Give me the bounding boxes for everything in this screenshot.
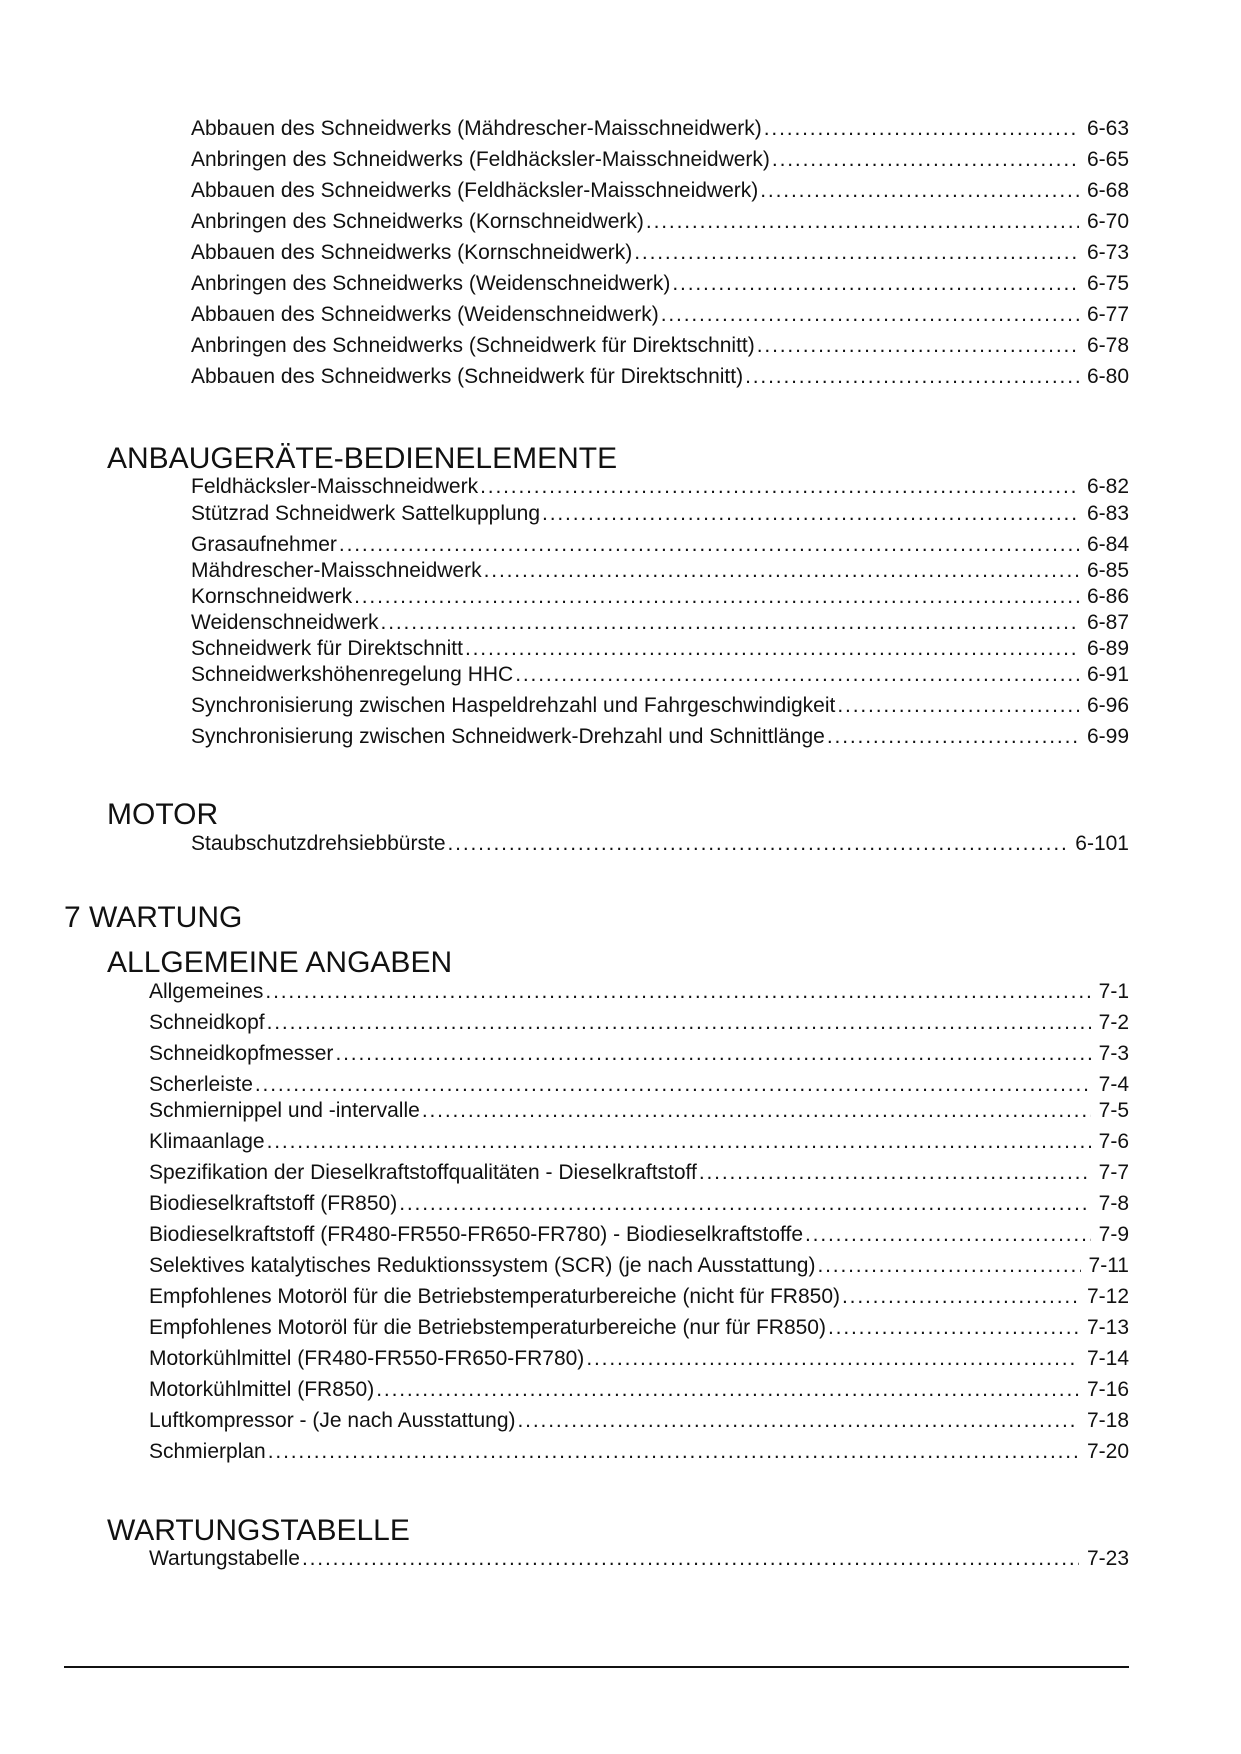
toc-entry-label: Selektives katalytisches Reduktionssystem (SCR) (je nach Ausstattung) <box>149 1254 816 1277</box>
toc-entry[interactable] <box>149 1253 1129 1279</box>
chapter-heading: 7 WARTUNG <box>64 901 243 934</box>
toc-entry-page: 7-18 <box>1086 1409 1129 1432</box>
toc-leader <box>267 1010 1091 1036</box>
toc-entry-page: 7-2 <box>1098 1011 1129 1034</box>
toc-entry-page: 7-7 <box>1098 1161 1129 1184</box>
toc-entry-label: Schneidkopfmesser <box>149 1042 334 1065</box>
toc-entry-page: 6-91 <box>1086 663 1129 686</box>
toc-entry-page: 7-16 <box>1086 1378 1129 1401</box>
toc-entry[interactable] <box>191 178 1129 204</box>
toc-leader <box>586 1346 1079 1372</box>
toc-entry[interactable] <box>149 979 1129 1005</box>
toc-entry-page: 6-77 <box>1086 303 1129 326</box>
section-heading-anbaugeraete: ANBAUGERÄTE-BEDIENELEMENTE <box>107 442 618 475</box>
toc-leader <box>255 1072 1091 1098</box>
toc-entry-page: 7-14 <box>1086 1347 1129 1370</box>
toc-entry[interactable] <box>149 1346 1129 1372</box>
toc-entry-label: Anbringen des Schneidwerks (Schneidwerk für Direktschnitt) <box>191 334 755 357</box>
toc-entry-label: Schmierplan <box>149 1440 266 1463</box>
toc-entry-page: 6-63 <box>1086 117 1129 140</box>
toc-entry[interactable] <box>191 724 1129 750</box>
toc-entry[interactable] <box>191 333 1129 359</box>
toc-entry-label: Kornschneidwerk <box>191 585 353 608</box>
toc-entry-label: Feldhäcksler-Maisschneidwerk <box>191 475 479 498</box>
toc-entry[interactable] <box>191 501 1129 527</box>
toc-entry[interactable] <box>149 1041 1129 1067</box>
toc-entry-page: 7-20 <box>1086 1440 1129 1463</box>
toc-leader <box>760 178 1079 204</box>
toc-entry-label: Abbauen des Schneidwerks (Schneidwerk für Direktschnitt) <box>191 365 744 388</box>
toc-entry-page: 6-89 <box>1086 637 1129 660</box>
toc-entry[interactable] <box>191 116 1129 142</box>
toc-leader <box>764 116 1079 142</box>
toc-entry-label: Abbauen des Schneidwerks (Kornschneidwerk) <box>191 241 633 264</box>
toc-entry[interactable] <box>191 831 1129 857</box>
toc-entry-label: Empfohlenes Motoröl für die Betriebstemperaturbereiche (nicht für FR850) <box>149 1285 840 1308</box>
toc-entry[interactable] <box>191 364 1129 390</box>
toc-leader <box>745 364 1079 390</box>
toc-entry-page: 7-1 <box>1098 980 1129 1003</box>
toc-leader <box>634 240 1079 266</box>
toc-entry-label: Motorkühlmittel (FR850) <box>149 1378 375 1401</box>
toc-entry[interactable] <box>191 271 1129 297</box>
toc-leader <box>484 558 1079 584</box>
toc-entry[interactable] <box>149 1408 1129 1434</box>
toc-entry-page: 7-12 <box>1086 1285 1129 1308</box>
toc-entry-label: Staubschutzdrehsiebbürste <box>191 832 446 855</box>
toc-entry-page: 7-5 <box>1098 1099 1129 1122</box>
toc-leader <box>542 501 1079 527</box>
toc-entry[interactable] <box>191 610 1129 636</box>
toc-leader <box>267 1129 1091 1155</box>
footer-rule <box>64 1666 1129 1668</box>
toc-entry-label: Abbauen des Schneidwerks (Feldhäcksler-Maisschneidwerk) <box>191 179 759 202</box>
toc-entry-label: Scherleiste <box>149 1073 253 1096</box>
toc-entry-label: Empfohlenes Motoröl für die Betriebstemperaturbereiche (nur für FR850) <box>149 1316 826 1339</box>
toc-entry-page: 6-80 <box>1086 365 1129 388</box>
toc-entry-page: 7-3 <box>1098 1042 1129 1065</box>
toc-leader <box>376 1377 1079 1403</box>
toc-entry-label: Luftkompressor - (Je nach Ausstattung) <box>149 1409 516 1432</box>
toc-entry-label: Klimaanlage <box>149 1130 265 1153</box>
toc-entry[interactable] <box>149 1160 1129 1186</box>
toc-leader <box>381 610 1079 636</box>
toc-entry-page: 6-82 <box>1086 475 1129 498</box>
toc-entry-page: 6-96 <box>1086 694 1129 717</box>
toc-entry-page: 6-83 <box>1086 502 1129 525</box>
toc-entry[interactable] <box>149 1222 1129 1248</box>
toc-entry-label: Spezifikation der Dieselkraftstoffqualitäten - Dieselkraftstoff <box>149 1161 697 1184</box>
toc-entry-label: Stützrad Schneidwerk Sattelkupplung <box>191 502 541 525</box>
toc-leader <box>448 831 1068 857</box>
toc-entry-page: 6-73 <box>1086 241 1129 264</box>
toc-entry[interactable] <box>149 1377 1129 1403</box>
toc-entry-page: 6-101 <box>1075 832 1129 855</box>
toc-entry[interactable] <box>191 662 1129 688</box>
toc-entry-label: Abbauen des Schneidwerks (Weidenschneidwerk) <box>191 303 659 326</box>
toc-entry[interactable] <box>191 558 1129 584</box>
toc-entry-page: 7-23 <box>1086 1547 1129 1570</box>
toc-entry-page: 7-6 <box>1098 1130 1129 1153</box>
toc-leader <box>302 1546 1079 1572</box>
toc-entry-label: Schneidkopf <box>149 1011 265 1034</box>
toc-leader <box>772 147 1079 173</box>
toc-leader <box>646 209 1079 235</box>
toc-entry-label: Synchronisierung zwischen Schneidwerk-Drehzahl und Schnittlänge <box>191 725 825 748</box>
toc-entry[interactable] <box>149 1546 1129 1572</box>
toc-entry[interactable] <box>149 1315 1129 1341</box>
toc-entry-label: Anbringen des Schneidwerks (Weidenschneidwerk) <box>191 272 671 295</box>
toc-entry-page: 6-68 <box>1086 179 1129 202</box>
toc-entry-page: 6-85 <box>1086 559 1129 582</box>
toc-leader <box>354 584 1079 610</box>
toc-entry-label: Mähdrescher-Maisschneidwerk <box>191 559 482 582</box>
toc-leader <box>339 532 1079 558</box>
toc-entry-label: Schmiernippel und -intervalle <box>149 1099 420 1122</box>
toc-entry[interactable] <box>149 1284 1129 1310</box>
toc-entry[interactable] <box>149 1191 1129 1217</box>
toc-leader <box>828 1315 1079 1341</box>
toc-entry[interactable] <box>191 147 1129 173</box>
toc-entry[interactable] <box>191 209 1129 235</box>
toc-entry[interactable] <box>191 302 1129 328</box>
toc-entry-page: 7-4 <box>1098 1073 1129 1096</box>
toc-entry-page: 6-65 <box>1086 148 1129 171</box>
toc-entry-page: 6-99 <box>1086 725 1129 748</box>
toc-leader <box>518 1408 1079 1434</box>
toc-entry-page: 7-8 <box>1098 1192 1129 1215</box>
toc-entry-page: 6-70 <box>1086 210 1129 233</box>
toc-leader <box>661 302 1079 328</box>
toc-entry[interactable] <box>149 1129 1129 1155</box>
toc-entry-label: Abbauen des Schneidwerks (Mähdrescher-Maisschneidwerk) <box>191 117 762 140</box>
toc-entry-label: Motorkühlmittel (FR480-FR550-FR650-FR780) <box>149 1347 585 1370</box>
toc-entry[interactable] <box>149 1098 1129 1124</box>
toc-entry-label: Weidenschneidwerk <box>191 611 379 634</box>
toc-leader <box>817 1253 1080 1279</box>
toc-leader <box>757 333 1079 359</box>
toc-entry[interactable] <box>149 1439 1129 1465</box>
toc-entry-label: Anbringen des Schneidwerks (Feldhäcksler-Maisschneidwerk) <box>191 148 770 171</box>
toc-entry-label: Schneidwerk für Direktschnitt <box>191 637 463 660</box>
toc-entry-page: 6-84 <box>1086 533 1129 556</box>
toc-entry-label: Schneidwerkshöhenregelung HHC <box>191 663 514 686</box>
section-heading-motor: MOTOR <box>107 798 219 831</box>
toc-entry-page: 7-11 <box>1088 1254 1129 1277</box>
toc-entry-label: Biodieselkraftstoff (FR480-FR550-FR650-FR780) - Biodieselkraftstoffe <box>149 1223 803 1246</box>
toc-leader <box>265 979 1090 1005</box>
toc-leader <box>268 1439 1079 1465</box>
toc-entry-label: Synchronisierung zwischen Haspeldrehzahl und Fahrgeschwindigkeit <box>191 694 836 717</box>
toc-leader <box>837 693 1079 719</box>
toc-entry[interactable] <box>191 240 1129 266</box>
toc-leader <box>805 1222 1091 1248</box>
toc-entry[interactable] <box>191 532 1129 558</box>
toc-leader <box>480 474 1079 500</box>
toc-entry-label: Biodieselkraftstoff (FR850) <box>149 1192 398 1215</box>
toc-leader <box>515 662 1079 688</box>
toc-entry-label: Wartungstabelle <box>149 1547 300 1570</box>
section-heading-allgemeine-angaben: ALLGEMEINE ANGABEN <box>107 946 453 979</box>
toc-entry-page: 6-78 <box>1086 334 1129 357</box>
toc-entry-label: Grasaufnehmer <box>191 533 337 556</box>
toc-leader <box>827 724 1079 750</box>
toc-entry-page: 6-86 <box>1086 585 1129 608</box>
toc-entry[interactable] <box>191 636 1129 662</box>
toc-leader <box>699 1160 1091 1186</box>
toc-entry[interactable] <box>191 474 1129 500</box>
toc-leader <box>842 1284 1079 1310</box>
toc-entry-page: 7-13 <box>1086 1316 1129 1339</box>
toc-leader <box>335 1041 1090 1067</box>
toc-entry-label: Anbringen des Schneidwerks (Kornschneidwerk) <box>191 210 644 233</box>
toc-leader <box>422 1098 1091 1124</box>
toc-entry[interactable] <box>149 1072 1129 1098</box>
toc-entry-page: 6-87 <box>1086 611 1129 634</box>
toc-entry[interactable] <box>191 584 1129 610</box>
toc-entry[interactable] <box>191 693 1129 719</box>
section-heading-wartungstabelle: WARTUNGSTABELLE <box>107 1514 410 1547</box>
toc-leader <box>465 636 1079 662</box>
toc-entry-page: 6-75 <box>1086 272 1129 295</box>
toc-entry-page: 7-9 <box>1098 1223 1129 1246</box>
toc-leader <box>399 1191 1090 1217</box>
toc-leader <box>672 271 1079 297</box>
toc-entry[interactable] <box>149 1010 1129 1036</box>
toc-entry-label: Allgemeines <box>149 980 264 1003</box>
